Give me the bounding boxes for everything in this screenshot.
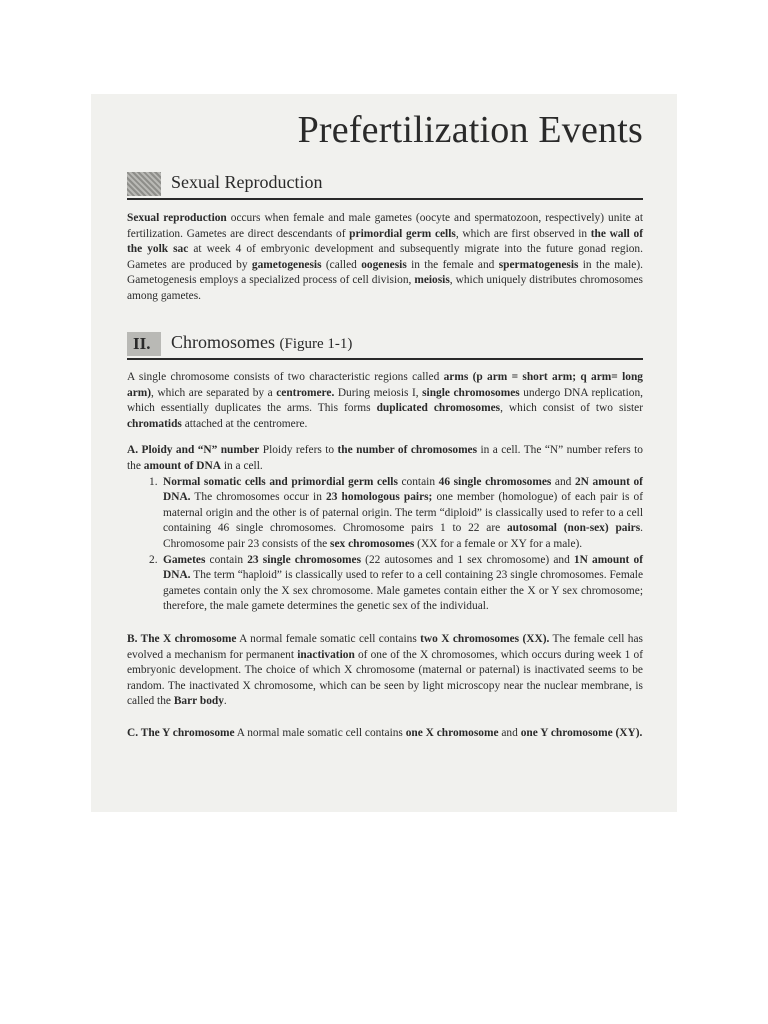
list-item: 1. Normal somatic cells and primordial germ cells contain 46 single chromosomes and 2N amount of DNA. The chromosomes occur in 23 homologous pairs; one member (homologue) of each pair is of maternal origin and the other is of paternal origin. The term “diploid” is classically used to refer to a cell containing 46 single chromosomes. Chromosome pairs 1 to 22 are autosomal (non-sex) pairs. Chromosome pair 23 consists of the sex chromosomes (XX for a female or XY for a male).: [149, 475, 643, 550]
section-heading: [171, 332, 352, 353]
section-title: Chromosomes: [171, 332, 276, 352]
paragraph: Sexual reproduction occurs when female and male gametes (oocyte and spermatozoon, respectively) unite at fertilization. Gametes are direct descendants of primordial germ cells, which are first observed in the wall of the yolk sac at week 4 of embryonic development and subsequently migrate into the future gonad region. Gametes are produced by gametogenesis (called oogenesis in the female and spermatogenesis in the male). Gametogenesis employs a specialized process of cell division, meiosis, which uniquely distributes chromosomes among gametes.: [127, 212, 643, 302]
section-rule: [127, 198, 643, 200]
section-header-sexual-reproduction: [127, 172, 643, 198]
section-rule: [127, 358, 643, 360]
chromosomes-intro: A single chromosome consists of two characteristic regions called arms (p arm = short arm; q arm= long arm), which are separated by a centromere. During meiosis I, single chromosomes undergo DNA replication, which essentially duplicates the arms. This forms duplicated chromosomes, which consist of two sister chromatids attached at the centromere.: [127, 371, 644, 430]
section-number: II.: [127, 332, 161, 356]
list-item: 2. Gametes contain 23 single chromosomes (22 autosomes and 1 sex chromosome) and 1N amount of DNA. The term “haploid” is classically used to refer to a cell containing 23 single chromosomes. Female gametes contain only the X sex chromosome. Male gametes contain either the X or Y sex chromosome; therefore, the male gamete determines the genetic sex of the individual.: [149, 553, 643, 613]
section-header-chromosomes: [127, 332, 643, 358]
document-page: [91, 94, 677, 812]
subsection-c: C. The Y chromosome A normal male somatic cell contains one X chromosome and one Y chromosome (XY).: [127, 726, 643, 739]
sexual-reproduction-text: [127, 211, 643, 305]
subsection-b: B. The X chromosome A normal female somatic cell contains two X chromosomes (XX). The female cell has evolved a mechanism for permanent inactivation of one of the X chromosomes, which occurs during week 1 of embryonic development. The choice of which X chromosome (maternal or paternal) is inactivated seems to be random. The inactivated X chromosome, which can be seen by light microscopy near the nuclear membrane, is called the Barr body.: [127, 632, 643, 708]
section-marker: [127, 172, 161, 196]
chromosomes-text: [127, 370, 643, 741]
section-heading: Sexual Reproduction: [171, 172, 323, 192]
subsection-a: A. Ploidy and “N” number Ploidy refers to the number of chromosomes in a cell. The “N” number refers to the amount of DNA in a cell.: [127, 444, 643, 472]
ploidy-list: [127, 475, 643, 615]
page-title: Prefertilization Events: [297, 109, 643, 151]
figure-reference: (Figure 1-1): [279, 336, 353, 352]
